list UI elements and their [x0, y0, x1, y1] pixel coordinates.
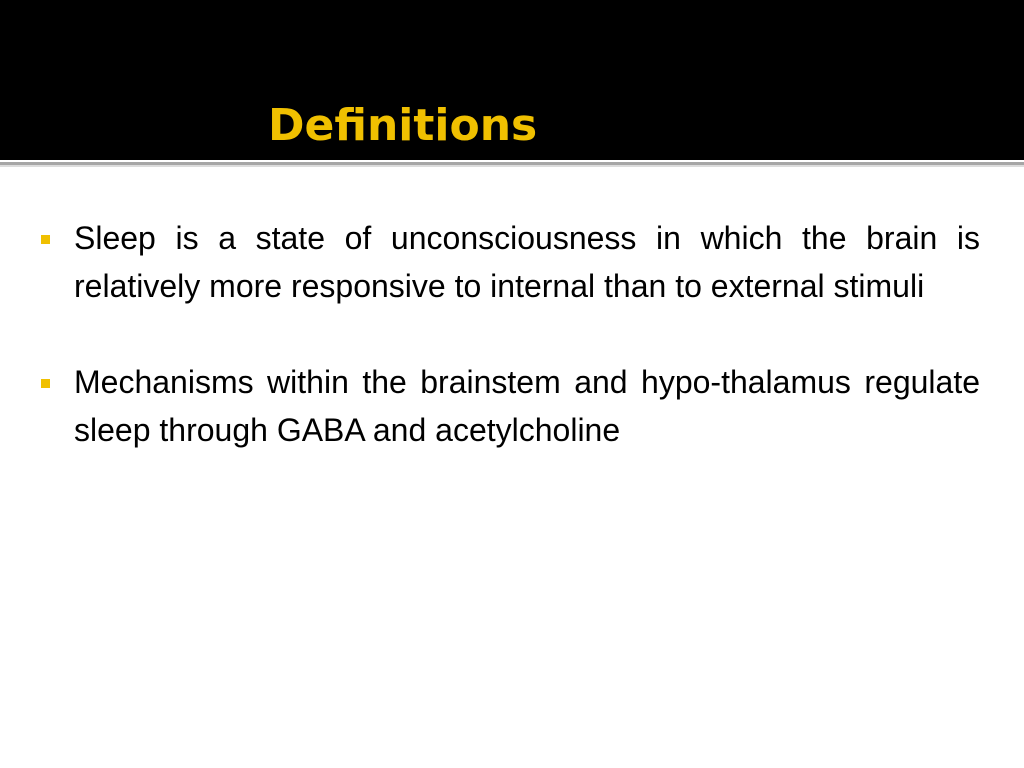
title-band — [0, 0, 1024, 160]
bullet-list — [40, 214, 980, 502]
bullet-text-sleep-mechanisms: Mechanisms within the brainstem and hypo-thalamus regulate sleep through GABA and acetylcholine — [74, 364, 980, 448]
bullet-item — [40, 214, 980, 310]
title-divider-shadow — [0, 165, 1024, 167]
slide-title: Definitions — [268, 100, 538, 151]
square-bullet-icon — [41, 235, 50, 244]
bullet-item — [40, 358, 980, 454]
square-bullet-icon — [41, 379, 50, 388]
bullet-text-sleep-definition: Sleep is a state of unconsciousness in which the brain is relatively more responsive to internal than to external stimuli — [74, 220, 980, 304]
